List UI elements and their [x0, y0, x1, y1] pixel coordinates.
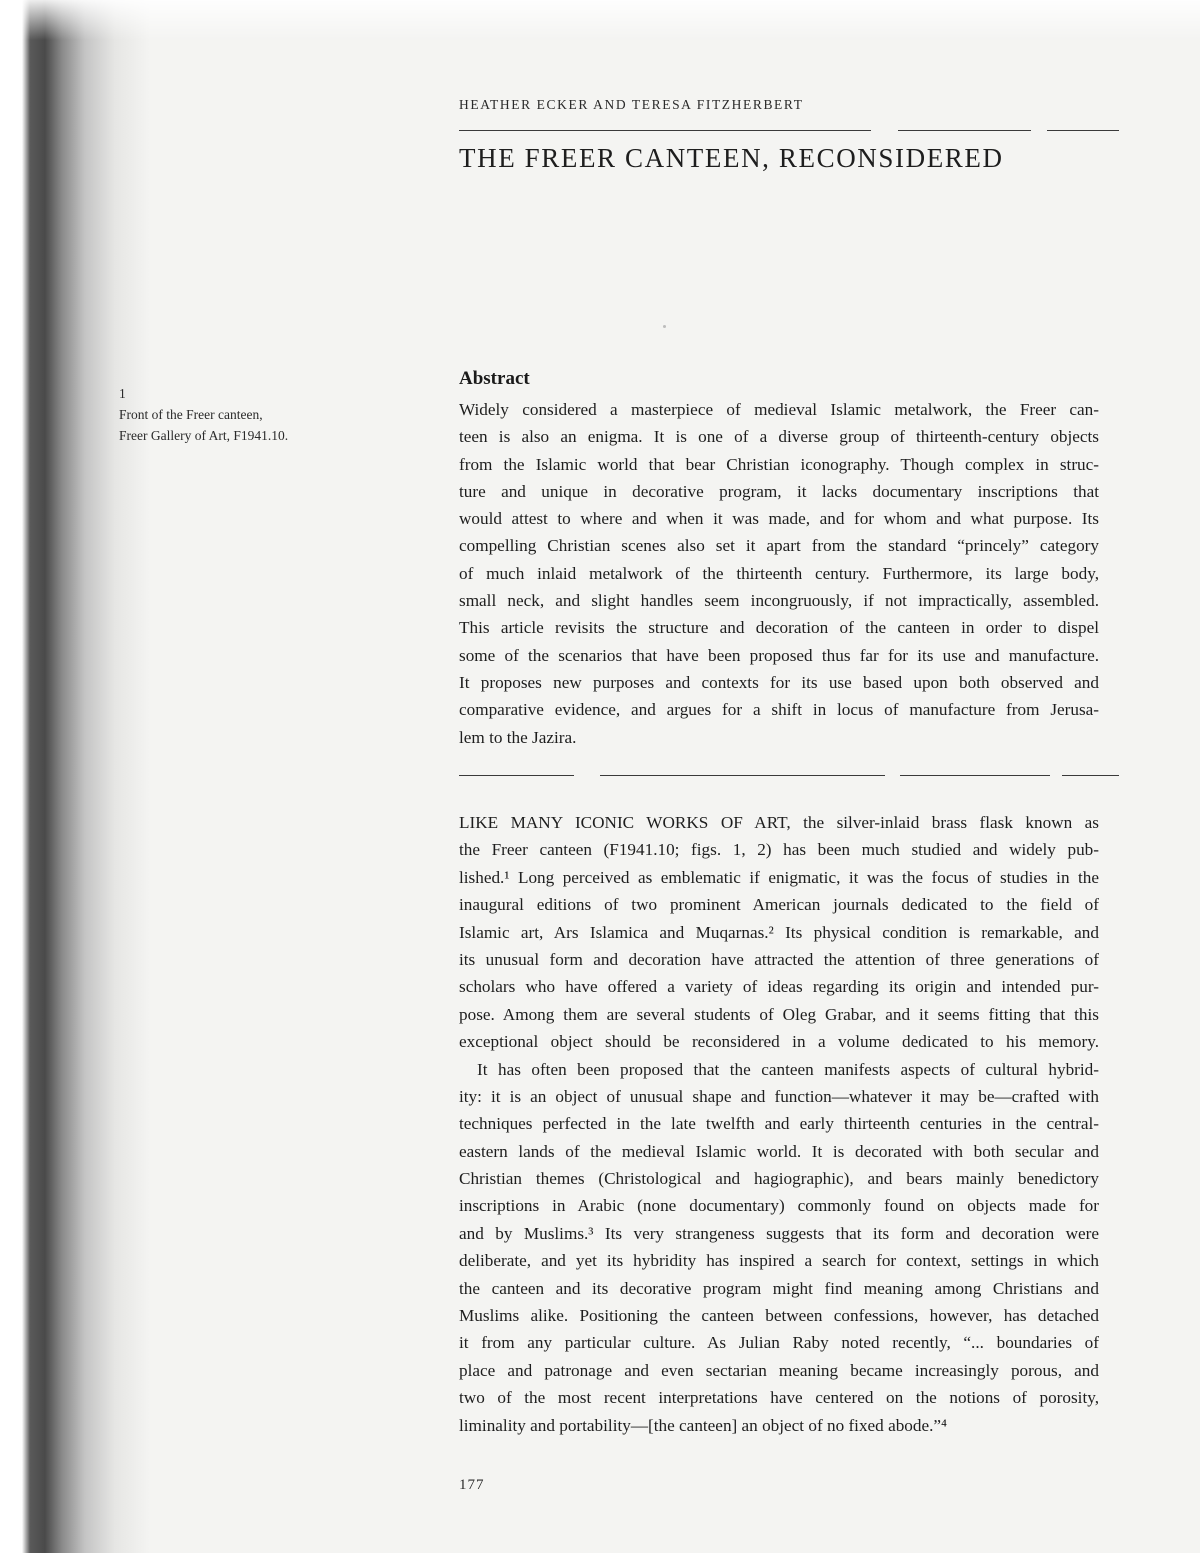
abstract-line: Widely considered a masterpiece of medieval Islamic metalwork, the Freer can- [459, 400, 1099, 419]
abstract-line: from the Islamic world that bear Christian iconography. Though complex in struc- [459, 454, 1099, 474]
abstract-line: compelling Christian scenes also set it apart from the standard “princely” category [459, 536, 1099, 556]
body-line: eastern lands of the medieval Islamic world. It is decorated with both secular and [459, 1141, 1099, 1161]
body-line: lished.¹ Long perceived as emblematic if enigmatic, it was the focus of studies in the [459, 867, 1099, 887]
section-rule-3 [900, 775, 1050, 776]
abstract-line: comparative evidence, and argues for a shift in locus of manufacture from Jerusa- [459, 700, 1099, 720]
running-head-authors: HEATHER ECKER AND TERESA FITZHERBERT [459, 97, 804, 112]
body-line: exceptional object should be reconsidered in a volume dedicated to his memory. [459, 1032, 1099, 1052]
header-rule-2 [898, 130, 1031, 131]
body-line: two of the most recent interpretations have centered on the notions of porosity, [459, 1388, 1099, 1408]
body-line: Christian themes (Christological and hagiographic), and bears mainly benedictory [459, 1169, 1099, 1189]
abstract-line: This article revisits the structure and decoration of the canteen in order to dispel [459, 618, 1099, 638]
page-number: 177 [459, 1477, 485, 1493]
body-line: inaugural editions of two prominent American journals dedicated to the field of [459, 895, 1099, 915]
figure-caption-line: Freer Gallery of Art, F1941.10. [119, 428, 289, 443]
abstract-text [459, 396, 1099, 751]
abstract-line: teen is also an enigma. It is one of a diverse group of thirteenth-century objects [459, 427, 1099, 447]
abstract-line: would attest to where and when it was made, and for whom and what purpose. Its [459, 509, 1099, 529]
section-rule-4 [1062, 775, 1119, 776]
header-rule-3 [1047, 130, 1119, 131]
scan-gutter-shadow [0, 0, 150, 1553]
abstract-heading: Abstract [459, 368, 530, 389]
article-title: THE FREER CANTEEN, RECONSIDERED [459, 143, 1004, 173]
body-line: It has often been proposed that the canteen manifests aspects of cultural hybrid- [477, 1059, 1099, 1079]
abstract-line: ture and unique in decorative program, it lacks documentary inscriptions that [459, 481, 1099, 501]
figure-caption [119, 383, 349, 446]
abstract-line: It proposes new purposes and contexts for its use based upon both observed and [459, 672, 1099, 692]
body-line: scholars who have offered a variety of ideas regarding its origin and intended pur- [459, 977, 1099, 997]
body-line: LIKE MANY ICONIC WORKS OF ART, the silver-inlaid brass flask known as [459, 813, 1099, 832]
body-line: the Freer canteen (F1941.10; figs. 1, 2) has been much studied and widely pub- [459, 840, 1099, 860]
scan-top-edge [0, 0, 1200, 40]
abstract-line: some of the scenarios that have been proposed thus far for its use and manufacture. [459, 645, 1099, 665]
header-rule-1 [459, 130, 871, 131]
abstract-line: lem to the Jazira. [459, 727, 577, 747]
abstract-line: small neck, and slight handles seem incongruously, if not impractically, assembled. [459, 591, 1099, 611]
body-line: place and patronage and even sectarian meaning became increasingly porous, and [459, 1360, 1099, 1380]
body-line: Islamic art, Ars Islamica and Muqarnas.² Its physical condition is remarkable, and [459, 922, 1099, 942]
body-line: techniques perfected in the late twelfth and early thirteenth centuries in the central- [459, 1114, 1099, 1134]
body-text [459, 809, 1099, 1439]
figure-caption-line: Front of the Freer canteen, [119, 407, 263, 422]
scan-speck [663, 325, 666, 328]
abstract-line: of much inlaid metalwork of the thirteenth century. Furthermore, its large body, [459, 563, 1099, 583]
body-line: deliberate, and yet its hybridity has inspired a search for context, settings in which [459, 1251, 1099, 1271]
body-line: and by Muslims.³ Its very strangeness suggests that its form and decoration were [459, 1223, 1099, 1243]
figure-number: 1 [119, 386, 126, 401]
body-line: ity: it is an object of unusual shape and function—whatever it may be—crafted with [459, 1086, 1099, 1106]
section-rule-2 [600, 775, 885, 776]
body-line: it from any particular culture. As Julian Raby noted recently, “... boundaries of [459, 1333, 1099, 1353]
section-rule-1 [459, 775, 574, 776]
body-line: pose. Among them are several students of Oleg Grabar, and it seems fitting that this [459, 1004, 1099, 1024]
body-line: the canteen and its decorative program might find meaning among Christians and [459, 1278, 1099, 1298]
body-line: liminality and portability—[the canteen] an object of no fixed abode.”⁴ [459, 1415, 948, 1435]
body-line: inscriptions in Arabic (none documentary) commonly found on objects made for [459, 1196, 1099, 1216]
body-line: its unusual form and decoration have attracted the attention of three generations of [459, 949, 1099, 969]
body-line: Muslims alike. Positioning the canteen between confessions, however, has detached [459, 1306, 1099, 1326]
